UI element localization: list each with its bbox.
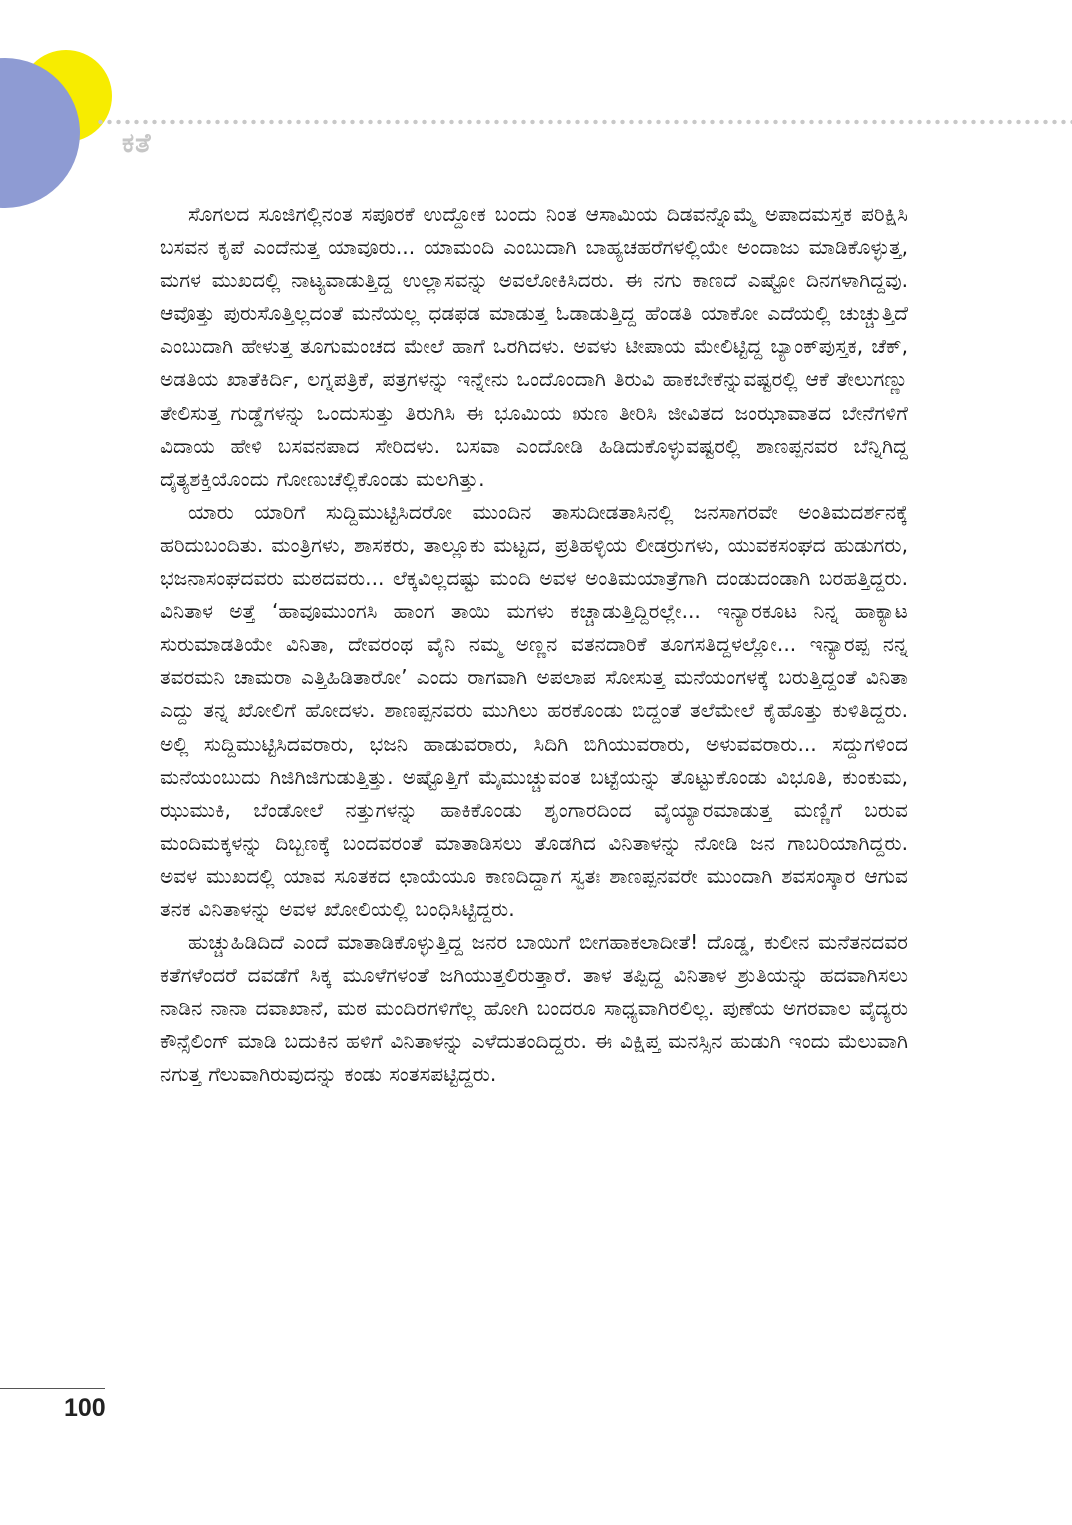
section-label: ಕತೆ (122, 128, 152, 159)
paragraph-3: ಹುಚ್ಚುಹಿಡಿದಿದೆ ಎಂದೆ ಮಾತಾಡಿಕೊಳ್ಳುತ್ತಿದ್ದ ಜನರ ಬಾಯಿಗೆ ಬೀಗಹಾಕಲಾದೀತೆ! ದೊಡ್ಡ, ಕುಲೀನ ಮನೆತನದವರ ಕತೆಗಳೆಂದರೆ ದವಡೆಗೆ ಸಿಕ್ಕ ಮೂಳೆಗಳಂತೆ ಜಗಿಯುತ್ತಲಿರುತ್ತಾರೆ. ತಾಳ ತಪ್ಪಿದ್ದ ವಿನಿತಾಳ ಶ್ರುತಿಯನ್ನು ಹದವಾಗಿಸಲು ನಾಡಿನ ನಾನಾ ದವಾಖಾನೆ, ಮಠ ಮಂದಿರಗಳಿಗೆಲ್ಲ ಹೋಗಿ ಬಂದರೂ ಸಾಧ್ಯವಾಗಿರಲಿಲ್ಲ. ಪುಣೆಯ ಅಗರವಾಲ ವೈದ್ಯರು ಕೌನ್ಸೆಲಿಂಗ್ ಮಾಡಿ ಬದುಕಿನ ಹಳಿಗೆ ವಿನಿತಾಳನ್ನು ಎಳೆದುತಂದಿದ್ದರು. ಈ ವಿಕ್ಷಿಪ್ತ ಮನಸ್ಸಿನ ಹುಡುಗಿ ಇಂದು ಮೆಲುವಾಗಿ ನಗುತ್ತ ಗೆಲುವಾಗಿರುವುದನ್ನು ಕಂಡು ಸಂತಸಪಟ್ಟಿದ್ದರು. (160, 930, 908, 1087)
paragraph-2: ಯಾರು ಯಾರಿಗೆ ಸುದ್ದಿಮುಟ್ಟಿಸಿದರೋ ಮುಂದಿನ ತಾಸುದೀಡತಾಸಿನಲ್ಲಿ ಜನಸಾಗರವೇ ಅಂತಿಮದರ್ಶನಕ್ಕೆ ಹರಿದುಬಂದಿತು. ಮಂತ್ರಿಗಳು, ಶಾಸಕರು, ತಾಲ್ಲೂಕು ಮಟ್ಟದ, ಪ್ರತಿಹಳ್ಳಿಯ ಲೀಡರ‍್ರುಗಳು, ಯುವಕಸಂಘದ ಹುಡುಗರು, ಭಜನಾಸಂಘದವರು ಮಠದವರು... ಲೆಕ್ಕವಿಲ್ಲದಷ್ಟು ಮಂದಿ ಅವಳ ಅಂತಿಮಯಾತ್ರೆಗಾಗಿ ದಂಡುದಂಡಾಗಿ ಬರಹತ್ತಿದ್ದರು. ವಿನಿತಾಳ ಅತ್ತೆ ‘ಹಾವೂಮುಂಗಸಿ ಹಾಂಗ ತಾಯಿ ಮಗಳು ಕಚ್ಚಾಡುತ್ತಿದ್ದಿರಲ್ಲೇ... ಇನ್ಯಾರಕೂಟ ನಿನ್ನ ಹಾಕ್ಯಾಟ ಸುರುಮಾಡತಿಯೇ ವಿನಿತಾ, ದೇವರಂಥ ವೈನಿ ನಮ್ಮ ಅಣ್ಣನ ವತನದಾರಿಕೆ ತೂಗಸತಿದ್ದಳಲ್ಲೋ... ಇನ್ಯಾರಪ್ಪ ನನ್ನ ತವರಮನಿ ಚಾಮರಾ ಎತ್ತಿಹಿಡಿತಾರೋ’ ಎಂದು ರಾಗವಾಗಿ ಅಪಲಾಪ ಸೋಸುತ್ತ ಮನೆಯಂಗಳಕ್ಕೆ ಬರುತ್ತಿದ್ದಂತೆ ವಿನಿತಾ ಎದ್ದು ತನ್ನ ಖೋಲಿಗೆ ಹೋದಳು. ಶಾಣಪ್ಪನವರು ಮುಗಿಲು ಹರಕೊಂಡು ಬಿದ್ದಂತೆ ತಲೆಮೇಲೆ ಕೈಹೊತ್ತು ಕುಳಿತಿದ್ದರು. ಅಲ್ಲಿ ಸುದ್ದಿಮುಟ್ಟಿಸಿದವರಾರು, ಭಜನಿ ಹಾಡುವರಾರು, ಸಿದಿಗಿ ಬಿಗಿಯುವರಾರು, ಅಳುವವರಾರು... ಸದ್ದುಗಳಿಂದ ಮನೆಯಂಬುದು ಗಿಜಿಗಿಜಿಗುಡುತ್ತಿತ್ತು. ಅಷ್ಟೊತ್ತಿಗೆ ಮೈಮುಚ್ಚುವಂತ ಬಟ್ಟೆಯನ್ನು ತೊಟ್ಟುಕೊಂಡು ವಿಭೂತಿ, ಕುಂಕುಮ, ಝುಮುಕಿ, ಬೆಂಡೋಲೆ ನತ್ತುಗಳನ್ನು ಹಾಕಿಕೊಂಡು ಶೃಂಗಾರದಿಂದ ವೈಯ್ಯಾರಮಾಡುತ್ತ ಮಣ್ಣಿಗೆ ಬರುವ ಮಂದಿಮಕ್ಕಳನ್ನು ದಿಬ್ಬಣಕ್ಕೆ ಬಂದವರಂತೆ ಮಾತಾಡಿಸಲು ತೊಡಗಿದ ವಿನಿತಾಳನ್ನು ನೋಡಿ ಜನ ಗಾಬರಿಯಾಗಿದ್ದರು. ಅವಳ ಮುಖದಲ್ಲಿ ಯಾವ ಸೂತಕದ ಛಾಯೆಯೂ ಕಾಣದಿದ್ದಾಗ ಸ್ವತಃ ಶಾಣಪ್ಪನವರೇ ಮುಂದಾಗಿ ಶವಸಂಸ್ಕಾರ ಆಗುವ ತನಕ ವಿನಿತಾಳನ್ನು ಅವಳ ಖೋಲಿಯಲ್ಲಿ ಬಂಧಿಸಿಟ್ಟಿದ್ದರು. (160, 499, 908, 921)
footer-rule (0, 1388, 105, 1389)
paragraph-1: ಸೊಗಲದ ಸೂಜಿಗಲ್ಲಿನಂತ ಸಪೂರಕೆ ಉದ್ದೋಕ ಬಂದು ನಿಂತ ಆಸಾಮಿಯ ದಿಡವನ್ನೊಮ್ಮೆ ಅಪಾದಮಸ್ತಕ ಪರಿಕ್ಷಿಸಿ ಬಸವನ ಕೃಪೆ ಎಂದೆನುತ್ತ ಯಾವೂರು... ಯಾಮಂದಿ ಎಂಬುದಾಗಿ ಬಾಹ್ಯಚಹರೆಗಳಲ್ಲಿಯೇ ಅಂದಾಜು ಮಾಡಿಕೊಳ್ಳುತ್ತ, ಮಗಳ ಮುಖದಲ್ಲಿ ನಾಟ್ಯವಾಡುತ್ತಿದ್ದ ಉಲ್ಲಾಸವನ್ನು ಅವಲೋಕಿಸಿದರು. ಈ ನಗು ಕಾಣದೆ ಎಷ್ಟೋ ದಿನಗಳಾಗಿದ್ದವು. ಆವೊತ್ತು ಪುರುಸೊತ್ತಿಲ್ಲದಂತೆ ಮನೆಯಲ್ಲ ಧಡಫಡ ಮಾಡುತ್ತ ಓಡಾಡುತ್ತಿದ್ದ ಹೆಂಡತಿ ಯಾಕೋ ಎದೆಯಲ್ಲಿ ಚುಚ್ಚುತ್ತಿದೆ ಎಂಬುದಾಗಿ ಹೇಳುತ್ತ ತೂಗುಮಂಚದ ಮೇಲೆ ಹಾಗೆ ಒರಗಿದಳು. ಅವಳು ಟೀಪಾಯ ಮೇಲಿಟ್ಟಿದ್ದ ಬ್ಯಾಂಕ್‌ಪುಸ್ತಕ, ಚೆಕ್, ಅಡತಿಯ ಖಾತೆಕಿರ್ದಿ, ಲಗ್ನಪತ್ರಿಕೆ, ಪತ್ರಗಳನ್ನು ಇನ್ನೇನು ಒಂದೊಂದಾಗಿ ತಿರುವಿ ಹಾಕಬೇಕೆನ್ನುವಷ್ಟರಲ್ಲಿ ಆಕೆ ತೇಲುಗಣ್ಣು ತೇಲಿಸುತ್ತ ಗುಡ್ಡೆಗಳನ್ನು ಒಂದುಸುತ್ತು ತಿರುಗಿಸಿ ಈ ಭೂಮಿಯ ಋಣ ತೀರಿಸಿ ಜೀವಿತದ ಜಂಝಾವಾತದ ಬೇನೆಗಳಿಗೆ ವಿದಾಯ ಹೇಳಿ ಬಸವನಪಾದ ಸೇರಿದಳು. ಬಸವಾ ಎಂದೋಡಿ ಹಿಡಿದುಕೊಳ್ಳುವಷ್ಟರಲ್ಲಿ ಶಾಣಪ್ಪನವರ ಬೆನ್ನಿಗಿದ್ದ ದೈತ್ಯಶಕ್ತಿಯೊಂದು ಗೋಣುಚೆಲ್ಲಿಕೊಂಡು ಮಲಗಿತ್ತು. (160, 202, 908, 491)
dotted-header-rule (96, 119, 1072, 125)
page-number: 100 (64, 1394, 106, 1422)
story-body (160, 198, 908, 1092)
